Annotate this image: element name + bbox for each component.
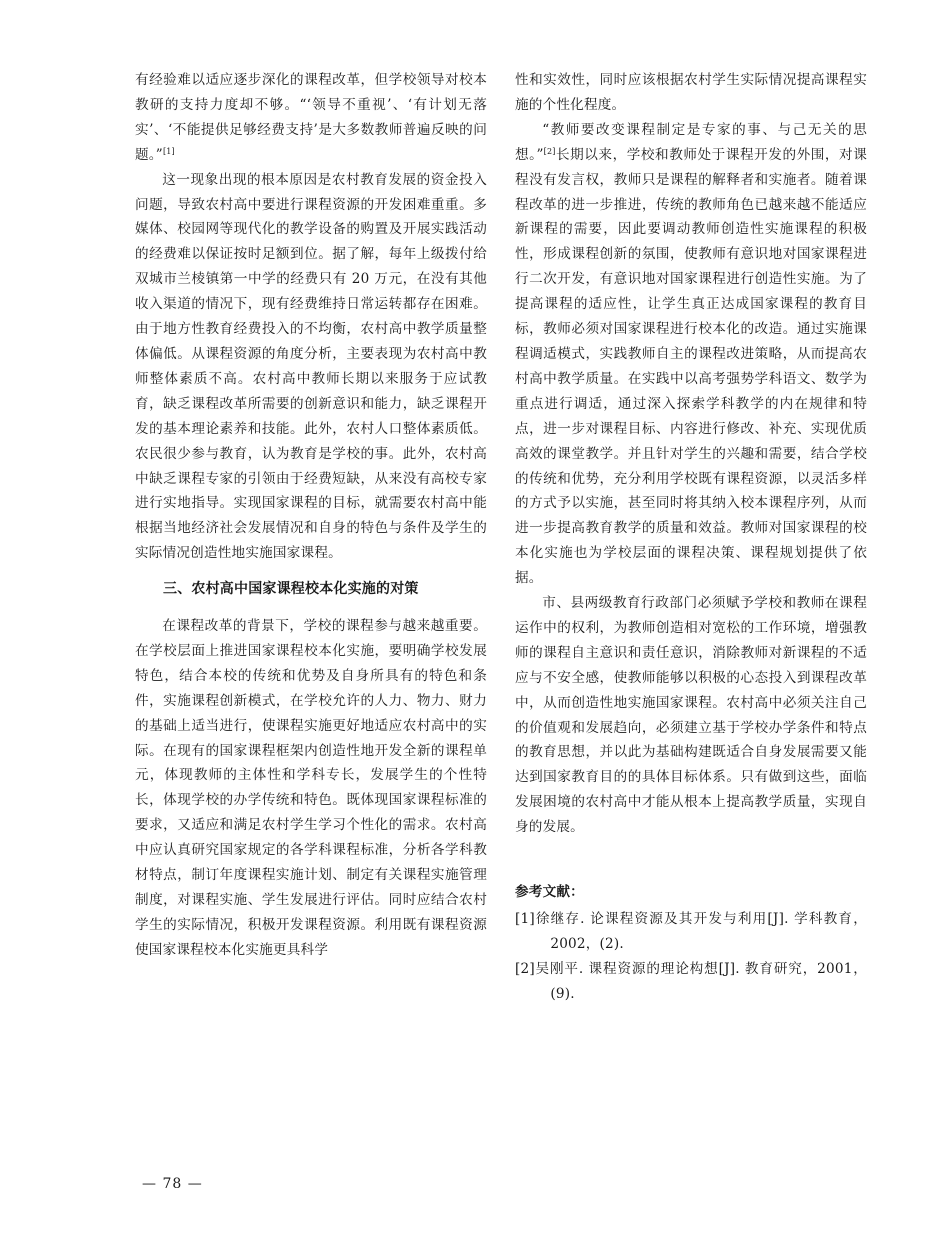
left-column [135,68,487,963]
paragraph: 性和实效性，同时应该根据农村学生实际情况提高课程实施的个性化程度。 [515,72,867,113]
paragraph-text: 有经验难以适应逐步深化的课程改革，但学校领导对校本教研的支持力度却不够。“‘领导不重视’、‘有计划无落实’、‘不能提供足够经费支持’是大多数教师普遍反映的问题。” [135,72,487,163]
paragraph-text: 长期以来，学校和教师处于课程开发的外围，对课程没有发言权，教师只是课程的解释者和实施者。随着课程改革的进一步推进，传统的教师角色已越来越不能适应新课程的需要，因此要调动教师创造性实施课程的积极性，形成课程创新的氛围，使教师有意识地对国家课程进行二次开发，有意识地对国家课程进行创造性实施。为了提高课程的适应性，让学生真正达成国家课程的教育目标，教师必须对国家课程进行校本化的改造。通过实施课程调适模式，实践教师自主的课程改进策略，从而提高农村高中教学质量。在实践中以高考强势学科语文、数学为重点进行调适，通过深入探索学科教学的内在规律和特点，进一步对课程目标、内容进行修改、补充、实现优质高效的课堂教学。并且针对学生的兴趣和需要，结合学校的传统和优势，充分利用学校既有课程资源，以灵活多样的方式予以实施，甚至同时将其纳入校本课程序列，从而进一步提高教育教学的质量和效益。教师对国家课程的校本化实施也为学校层面的课程决策、课程规划提供了依据。 [515,146,868,587]
paragraph: 市、县两级教育行政部门必须赋予学校和教师在课程运作中的权利，为教师创造相对宽松的工作环境，增强教师的课程自主意识和责任意识，消除教师对新课程的不适应与不安全感，使教师能够以积极的心态投入到课程改革中，从而创造性地实施国家课程。农村高中必须关注自己的价值观和发展趋向，必须建立基于学校办学条件和特点的教育思想，并以此为基础构建既适合自身发展需要又能达到国家教育目的的具体目标体系。只有做到这些，面临发展困境的农村高中才能从根本上提高教学质量，实现自身的发展。 [515,595,867,836]
paragraph [515,118,867,591]
right-column [515,68,867,1007]
paragraph [135,68,487,168]
paragraph: 这一现象出现的根本原因是农村教育发展的资金投入问题，导致农村高中要进行课程资源的开发困难重重。多媒体、校园网等现代化的教学设备的购置及开展实践活动的经费难以保证按时足额到位。据了解，每年上级拨付给双城市兰棱镇第一中学的经费只有 20 万元，在没有其他收入渠道的情况下，现有经费维持日常运转都存在困难。由于地方性教育经费投入的不均衡，农村高中教学质量整体偏低。从课程资源的角度分析，主要表现为农村高中教师整体素质不高。农村高中教师长期以来服务于应试教育，缺乏课程改革所需要的创新意识和能力，缺乏课程开发的基本理论素养和技能。此外，农村人口整体素质低。农民很少参与教育，认为教育是学校的事。此外，农村高中缺乏课程专家的引领由于经费短缺，从来没有高校专家进行实地指导。实现国家课程的目标，就需要农村高中能根据当地经济社会发展情况和自身的特色与条件及学生的实际情况创造性地实施国家课程。 [135,171,487,562]
page-number: — 78 — [142,1176,203,1192]
reference-item: [2]吴刚平. 课程资源的理论构想[J]. 教育研究，2001，(9). [515,960,867,1002]
reference-item: [1]徐继存. 论课程资源及其开发与利用[J]. 学科教育，2002，(2). [515,911,867,952]
citation-mark[interactable]: [1] [162,146,175,156]
citation-mark[interactable]: [2] [543,146,556,156]
references-title: 参考文献： [515,884,584,901]
section-heading: 三、农村高中国家课程校本化实施的对策 [163,581,419,598]
quote-text: “教师要改变课程制定是专家的事、与己无关的思想。” [515,121,867,163]
paragraph: 在课程改革的背景下，学校的课程参与越来越重要。在学校层面上推进国家课程校本化实施，要明确学校发展特色，结合本校的传统和优势及自身所具有的特色和条件，实施课程创新模式，在学校允许的人力、物力、财力的基础上适当进行，使课程实施更好地适应农村高中的实际。在现有的国家课程框架内创造性地开发全新的课程单元，体现教师的主体性和学科专长，发展学生的个性特长，体现学校的办学传统和特色。既体现国家课程标准的要求，又适应和满足农村学生学习个性化的需求。农村高中应认真研究国家规定的各学科课程标准，分析各学科教材特点，制订年度课程实施计划、制定有关课程实施管理制度，对课程实施、学生发展进行评估。同时应结合农村学生的实际情况，积极开发课程资源。利用既有课程资源使国家课程校本化实施更具科学 [135,618,487,958]
